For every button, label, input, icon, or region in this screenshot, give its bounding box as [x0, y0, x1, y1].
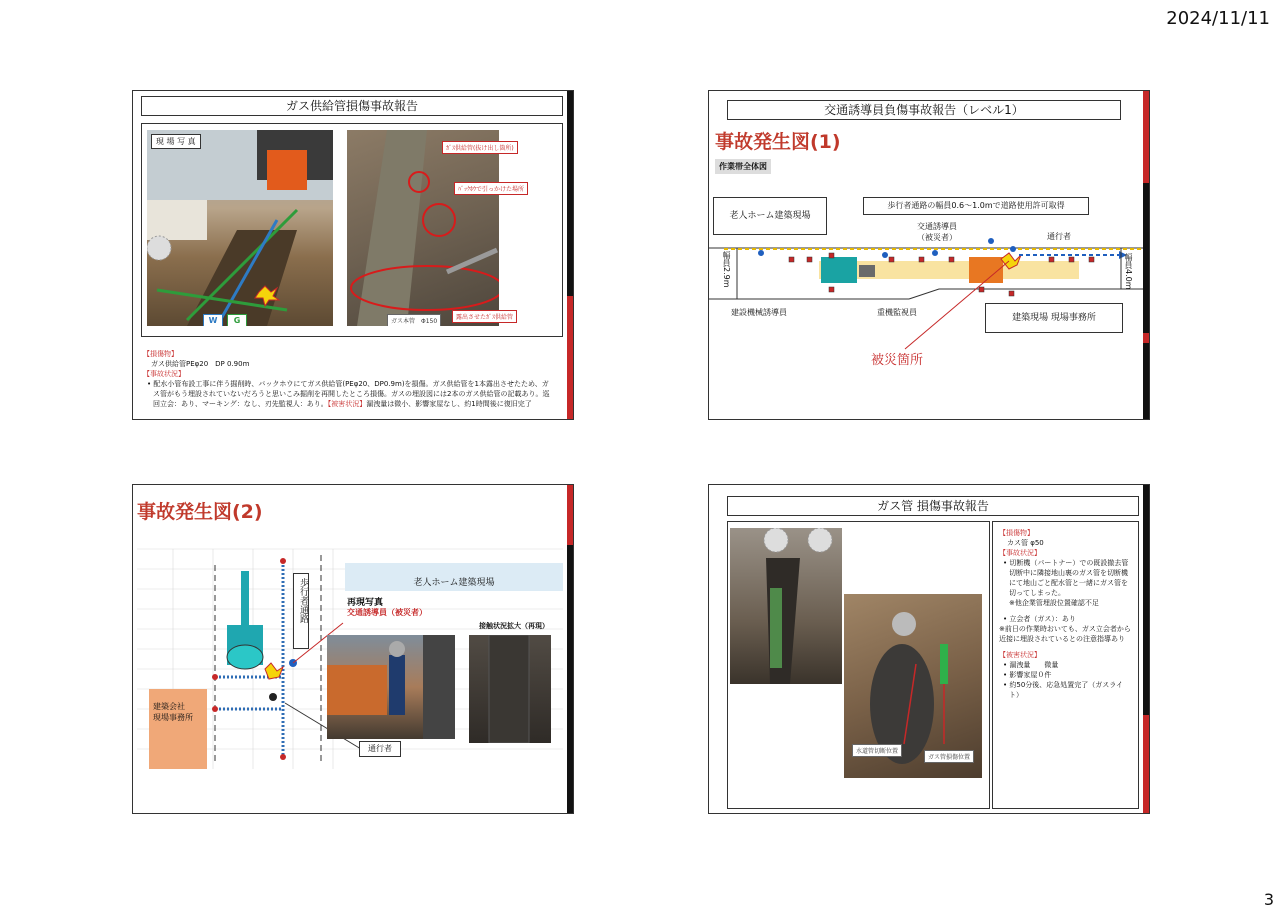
label-office: 建築会社 現場事務所	[149, 689, 207, 769]
warning-text: ※前日の作業時おいても、ガス立会者から近接に埋設されているとの注意指導あり	[999, 625, 1131, 643]
tag-supply-pipe: ｶﾞｽ供給管(抜け出し箇所)	[442, 141, 518, 154]
label-site: 老人ホーム建築現場	[713, 197, 827, 235]
label-guard: 交通誘導員 （被災者）	[917, 222, 957, 242]
situation-heading: 【事故状況】	[143, 370, 185, 378]
damage-heading: 【被害状況】	[999, 651, 1041, 659]
label-width-left: 幅員2.9m	[722, 251, 731, 288]
damage-item-2-text: 影響家屋０件	[1009, 671, 1052, 679]
situation-text: 切断機（パートナー）での既設撤去管切断中に隣接地山裏のガス管を切断機にて地山ごと配水管と一緒にガス管を切ってしまった。	[1009, 559, 1129, 597]
tag-main-pipe: ガス本管 Φ150	[387, 314, 441, 326]
slide-edge-bar	[567, 91, 573, 419]
damage-item-2: • 影響家屋０件	[1003, 671, 1052, 679]
slide-title: ガス供給管損傷事故報告	[141, 96, 563, 116]
label-walkway-note: 歩行者通路の幅員0.6～1.0mで道路使用許可取得	[863, 197, 1089, 215]
details-text	[999, 528, 1131, 700]
damage-item-3-text: 約50分後、応急処置完了（ガスライト）	[1009, 681, 1124, 699]
situation-item: • 切断機（パートナー）での既設撤去管切断中に隣接地山裏のガス管を切断機にて地山ごと配水管と一緒にガス管を切ってしまった。	[1003, 559, 1129, 597]
site-photo-left	[147, 130, 333, 326]
site-photo-right	[347, 130, 499, 326]
reproduction-photo	[327, 635, 455, 739]
pipe-closeup-photo	[844, 594, 982, 778]
label-heavy-monitor: 重機監視員	[877, 308, 917, 317]
tag-water-pipe: 水道管切断位置	[852, 744, 902, 757]
slide-edge-bar	[567, 485, 573, 813]
situation-heading: 【事故状況】	[999, 549, 1041, 557]
damage-item-1-text: 漏洩量 微量	[1009, 661, 1059, 669]
slide-gas-supply-report[interactable]	[132, 90, 574, 420]
slide-accident-diagram-2[interactable]	[132, 484, 574, 814]
contact-photo-drawing	[469, 635, 551, 743]
situation-note: ※他企業管埋設位置確認不足	[1009, 599, 1099, 607]
label-guard: 交通誘導員（被災者）	[347, 608, 427, 617]
label-reproduction: 再現写真	[347, 598, 384, 608]
label-width-right: 幅員4.0m	[1124, 253, 1133, 290]
label-pedestrian: 通行者	[1047, 232, 1071, 241]
photo-panel	[727, 521, 990, 809]
damage-item-3: • 約50分後、応急処置完了（ガスライト）	[1003, 681, 1124, 699]
trench-photo-drawing	[730, 528, 842, 684]
label-office: 建築現場 現場事務所	[985, 303, 1123, 333]
situation-paragraph: • 配水小管布設工事に伴う掘削時、バックホウにてガス供給管(PEφ20、DP0.9m)を損傷。ガス供給管を1本露出させたため、ガス管がもう埋設されていないだろうと思いこみ掘削を再開したところ損傷。ガスの埋設図には2本のガス供給管の記載あり。巡回立会：あり、マーキング：なし、刃先監視人：あり。【被害状況】漏洩量は微小、影響家屋なし、約1時間後に復旧完了	[147, 380, 550, 408]
slide-edge-bar	[1143, 485, 1149, 813]
label-site: 老人ホーム建築現場	[413, 578, 495, 588]
slide-title: 交通誘導員負傷事故報告（レベル1）	[727, 100, 1121, 120]
details-panel	[992, 521, 1139, 809]
damaged-item: カス管 φ50	[1007, 539, 1044, 547]
damage-item-1: • 漏洩量 微量	[1003, 661, 1059, 669]
slide-subheading: 作業帯全体図	[715, 159, 771, 174]
legend-water: W	[203, 314, 223, 326]
slide-traffic-guard-report-1[interactable]	[708, 90, 1150, 420]
damaged-item: ガス供給管PEφ20 DP 0.90m	[151, 360, 250, 368]
page-number: 3	[1263, 890, 1274, 909]
site-photo-left-drawing	[147, 130, 333, 326]
label-contact: 接触状況拡大（再現）	[479, 622, 549, 630]
contact-photo	[469, 635, 551, 743]
photo-label: 現 場 写 真	[151, 134, 201, 149]
slide-title: ガス管 損傷事故報告	[727, 496, 1139, 516]
tag-exposed-pipe: 露出させたｶﾞｽ供給管	[452, 310, 517, 323]
witness-item: • 立会者（ガス）：あり	[1003, 615, 1076, 623]
witness-text: 立会者（ガス）：あり	[1009, 615, 1076, 623]
label-accident-location: 被災箇所	[871, 353, 924, 368]
photo-panel	[141, 123, 563, 337]
label-construction-guard: 建設機械誘導員	[731, 308, 787, 317]
reproduction-photo-drawing	[327, 635, 455, 739]
situation-text: 配水小管布設工事に伴う掘削時、バックホウにてガス供給管(PEφ20、DP0.9m)を損傷。ガス供給管を1本露出させたため、ガス管がもう埋設されていないだろうと思いこみ掘削を再開したところ損傷。ガスの埋設図には2本のガス供給管の記載あり。巡回立会：あり、マーキング：なし、刃先監視人：あり。	[153, 380, 550, 408]
slide-heading: 事故発生図(1)	[715, 131, 841, 153]
print-date: 2024/11/11	[1166, 8, 1270, 29]
slide-edge-bar	[1143, 91, 1149, 419]
slide1-text	[143, 349, 553, 409]
damaged-heading: 【損傷物】	[143, 350, 178, 358]
slide-gas-pipe-report[interactable]	[708, 484, 1150, 814]
damage-text: 漏洩量は微小、影響家屋なし、約1時間後に復旧完了	[366, 400, 532, 408]
damaged-heading: 【損傷物】	[999, 529, 1034, 537]
label-pedestrian: 通行者	[359, 741, 401, 757]
label-walkway: 歩行者通路	[293, 573, 309, 649]
tag-backhoe: ﾊﾞｯｸﾎｳで引っかけた場所	[454, 182, 528, 195]
damage-heading: 【被害状況】	[327, 400, 367, 408]
tag-gas-pipe: ガス管損傷位置	[924, 750, 974, 763]
slide-heading: 事故発生図(2)	[137, 501, 263, 523]
site-photo-right-drawing	[347, 130, 499, 326]
trench-photo	[730, 528, 842, 684]
legend-gas: G	[227, 314, 247, 326]
